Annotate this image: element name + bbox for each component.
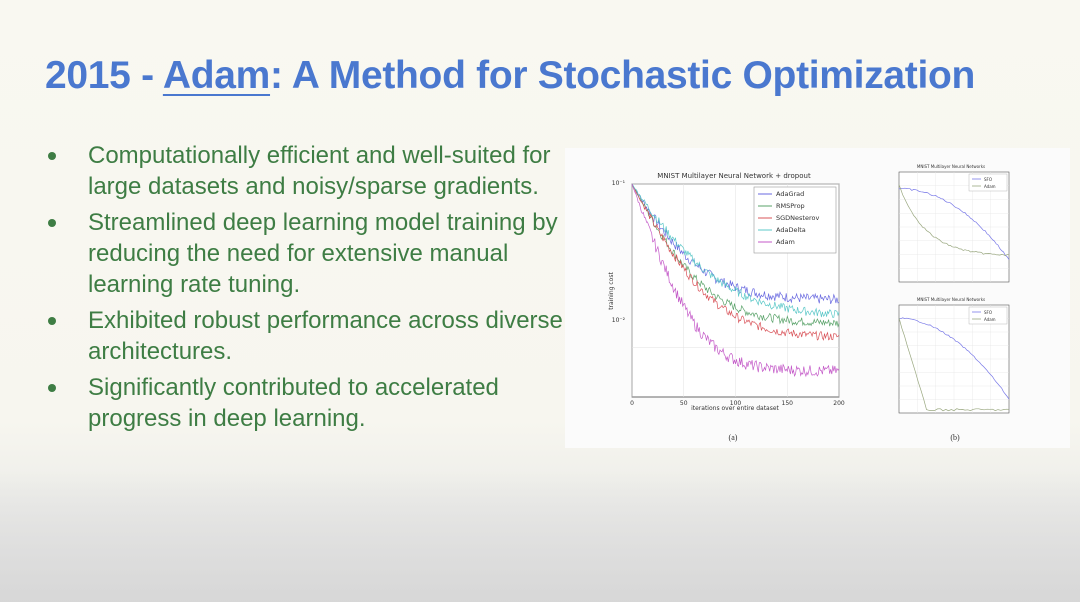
figure-panel xyxy=(565,148,1070,448)
chart-b-top-legend xyxy=(969,174,1007,191)
legend-label: RMSProp xyxy=(776,202,805,210)
legend-label: AdaGrad xyxy=(776,190,805,198)
legend-label: Adam xyxy=(984,317,996,322)
chart-a-x-tick: 150 xyxy=(781,400,793,407)
title-suffix: : A Method for Stochastic Optimization xyxy=(270,54,976,97)
chart-a-ylabel: training cost xyxy=(608,272,615,310)
chart-a-x-tick: 50 xyxy=(679,400,688,407)
bullet-item: Exhibited robust performance across diverse architectures. xyxy=(44,305,564,367)
chart-a-xlabel: iterations over entire dataset xyxy=(691,405,779,412)
caption-a: (a) xyxy=(728,433,738,442)
legend-label: Adam xyxy=(776,238,795,246)
bullet-list xyxy=(44,140,564,439)
bullet-item: Computationally efficient and well-suited for large datasets and noisy/sparse gradients. xyxy=(44,140,564,202)
chart-b-bottom-legend xyxy=(969,307,1007,324)
legend-label: SFO xyxy=(984,310,992,315)
chart-a-y-tick: 10⁻² xyxy=(611,317,625,324)
chart-a xyxy=(608,172,845,442)
caption-b: (b) xyxy=(950,433,960,442)
chart-b-top-title: MNIST Multilayer Neural Networks xyxy=(916,164,986,169)
legend-label: SGDNesterov xyxy=(776,214,820,222)
legend-label: Adam xyxy=(984,184,996,189)
chart-a-title: MNIST Multilayer Neural Network + dropout xyxy=(657,172,811,180)
chart-b-bottom xyxy=(899,297,1009,442)
figure-svg xyxy=(565,148,1070,448)
title-prefix: 2015 - xyxy=(45,54,163,97)
chart-a-x-tick: 0 xyxy=(630,400,634,407)
chart-a-x-tick: 100 xyxy=(729,400,742,407)
chart-b-bottom-title: MNIST Multilayer Neural Networks xyxy=(916,297,986,302)
chart-b-top xyxy=(899,164,1009,282)
slide-title xyxy=(45,54,975,98)
adam-paper-link[interactable]: Adam xyxy=(162,54,271,97)
bullet-item: Significantly contributed to accelerated progress in deep learning. xyxy=(44,372,564,434)
bottom-shade xyxy=(0,470,1080,602)
chart-a-x-tick: 200 xyxy=(833,400,845,407)
legend-label: AdaDelta xyxy=(776,226,806,234)
chart-a-legend xyxy=(754,187,836,253)
legend-label: SFO xyxy=(984,177,992,182)
chart-a-y-tick: 10⁻¹ xyxy=(611,180,625,187)
bullet-item: Streamlined deep learning model training by reducing the need for extensive manual learning rate tuning. xyxy=(44,207,564,300)
